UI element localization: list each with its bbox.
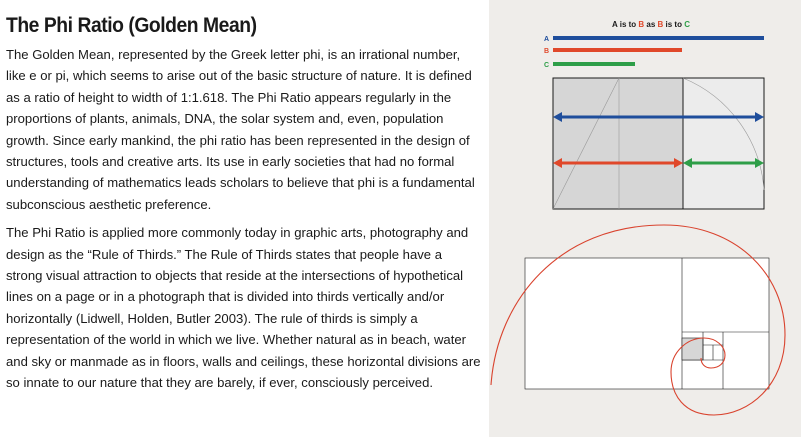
golden-ratio-illustration [489,0,801,437]
bar-label-c: C [544,62,550,69]
square-region [553,78,683,209]
bar-label-b: B [544,48,550,55]
caption-part: B [638,20,645,29]
caption-part: A is to [612,20,639,29]
caption-part: is to [663,20,685,29]
caption-part: C [684,20,690,29]
article-paragraph-1: The Golden Mean, represented by the Greek letter phi, is an irrational number, like e or pi, which seems to arise out of the basic structure of nature. It is defined as a ratio of height to width of 1:1.618. The Phi Ratio appears regularly in the proportions of plants, animals, DNA, the solar system and, even, population growth. Since early mankind, the phi ratio has been represented in the design of structures, tools and creative arts. Its use in early societies that had no formal understanding of mathematics leads scholars to believe that phi is a fundamental subconscious aesthetic preference. [6,47,475,212]
caption-part: B [657,20,664,29]
bar-a [553,36,764,40]
article-paragraph-2: The Phi Ratio is applied more commonly today in graphic arts, photography and design as the “Rule of Thirds.” The Rule of Thirds states that people have a strong visual attraction to objects that reside at the intersections of hypothetical lines on a page or in a photograph that is divided into thirds vertically and/or horizontally (Lidwell, Holden, Butler 2003). The rule of thirds is simply a representation of the world in which we live. Whether natural as in beach, water and sky or manmade as in floors, walls and ceilings, these horizontal divisions are so innate to our nature that they are barely, if ever, consciously perceived. [6,225,481,391]
golden-ratio-figure [489,0,801,437]
caption-part: as [644,20,658,29]
bar-b [553,48,682,52]
bar-c [553,62,635,66]
article-title: The Phi Ratio (Golden Mean) [6,14,257,37]
article [6,14,481,401]
ratio-caption [612,20,690,29]
fibonacci-rectangle [525,258,769,389]
fib-shaded-square [682,338,703,360]
bar-label-a: A [544,36,550,43]
